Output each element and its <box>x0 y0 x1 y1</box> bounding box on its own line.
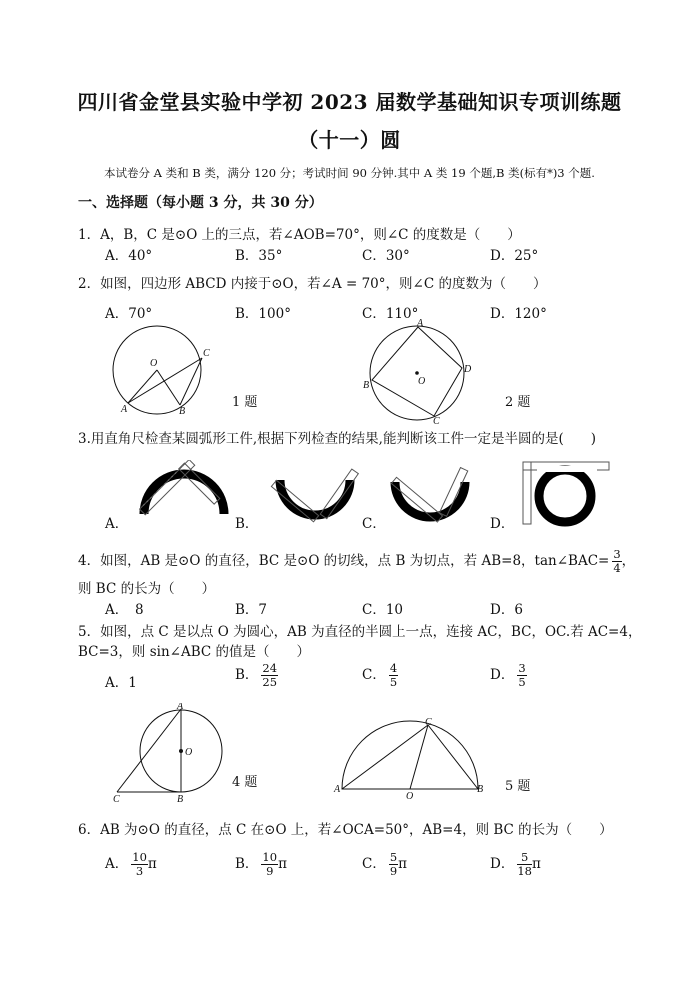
figure-4-caption: 4 题 <box>232 775 258 790</box>
q1-option-d: D．25° <box>490 248 539 264</box>
label-B: B <box>177 794 184 805</box>
q5-option-b: B． $\frac{24}{25}$ <box>235 661 278 689</box>
exam-note: 本试卷分 A 类和 B 类，满分 120 分；考试时间 90 分钟.其中 A 类 19 个题,B 类(标有*)3 个题. <box>104 166 595 180</box>
label-C: C <box>113 794 120 805</box>
fraction-tan: $\frac{3}{4}$ <box>613 547 621 575</box>
q6-option-c: C． $\frac{5}{9}$ π <box>362 850 408 878</box>
q6-option-d: D． $\frac{5}{18}$ π <box>490 850 541 878</box>
q6-option-b: B． $\frac{10}{9}$ π <box>235 850 287 878</box>
label-A: A <box>334 784 341 795</box>
q2-option-a: A．70° <box>105 306 153 322</box>
q5-option-a: A．1 <box>105 675 137 691</box>
q2-option-b: B．100° <box>235 306 291 322</box>
q3-option-d: D． <box>490 516 515 532</box>
figure-q3-b <box>260 460 360 530</box>
q3-option-b: B． <box>235 516 259 532</box>
question-2-stem: 2．如图，四边形 ABCD 内接于⊙O，若∠A = 70°，则∠C 的度数为（ ） <box>78 276 547 292</box>
q1-option-c: C．30° <box>362 248 410 264</box>
q4-option-b: B．7 <box>235 602 268 618</box>
question-4-stem: 4．如图，AB 是⊙O 的直径，BC 是⊙O 的切线，点 B 为切点，若 AB=8，tan∠BAC= $\frac{3}{4}$ ， <box>78 547 636 575</box>
question-5-stem: 5．如图，点 C 是以点 O 为圆心，AB 为直径的半圆上一点，连接 AC，BC，OC.若 AC=4， <box>78 624 642 640</box>
figure-5-caption: 5 题 <box>505 779 531 794</box>
page-subtitle: （十一）圆 <box>298 128 401 152</box>
label-O: O <box>418 376 426 387</box>
q4-option-a: A． 8 <box>105 602 144 618</box>
label-C: C <box>203 348 210 359</box>
q2-option-d: D．120° <box>490 306 547 322</box>
label-C: C <box>433 416 440 426</box>
label-B: B <box>179 406 186 417</box>
page-title: 四川省金堂县实验中学初 2023 届数学基础知识专项训练题 <box>77 90 622 114</box>
q5-option-c: C． $\frac{4}{5}$ <box>362 661 398 689</box>
label-A: A <box>121 404 128 415</box>
q5-option-d: D． $\frac{3}{5}$ <box>490 661 526 689</box>
label-B: B <box>477 784 484 795</box>
figure-q5 <box>330 715 500 805</box>
label-A: A <box>177 703 184 712</box>
q1-option-a: A．40° <box>105 248 153 264</box>
figure-q3-c <box>380 460 480 530</box>
q1-option-b: B．35° <box>235 248 283 264</box>
label-C: C <box>425 717 432 728</box>
question-4-stem-line2: 则 BC 的长为（ ） <box>78 581 216 597</box>
label-B: B <box>363 380 370 391</box>
q3-option-a: A． <box>105 516 129 532</box>
question-3-stem: 3.用直角尺检查某圆弧形工件,根据下列检查的结果,能判断该工件一定是半圆的是( ) <box>78 431 596 447</box>
q4-option-c: C．10 <box>362 602 404 618</box>
question-5-stem-line2: BC=3，则 sin∠ABC 的值是（ ） <box>78 644 310 660</box>
figure-q4 <box>105 703 235 805</box>
q4-option-d: D．6 <box>490 602 523 618</box>
label-D: D <box>464 364 472 375</box>
figure-q3-d <box>515 458 615 528</box>
figure-2-caption: 2 题 <box>505 395 531 410</box>
question-6-stem: 6．AB 为⊙O 的直径，点 C 在⊙O 上，若∠OCA=50°，AB=4，则 BC 的长为（ ） <box>78 822 613 838</box>
section-heading: 一、选择题（每小题 3 分，共 30 分） <box>78 195 323 211</box>
label-O: O <box>150 358 158 369</box>
figure-q2 <box>360 316 480 426</box>
question-1-stem: 1．A，B，C 是⊙O 上的三点，若∠AOB=70°，则∠C 的度数是（ ） <box>78 227 521 243</box>
label-A: A <box>417 318 424 329</box>
label-O: O <box>185 747 193 758</box>
q2-option-c: C．110° <box>362 306 419 322</box>
q3-option-c: C． <box>362 516 386 532</box>
figure-q3-a <box>130 460 230 520</box>
figure-q1 <box>105 325 215 420</box>
label-O: O <box>406 791 414 802</box>
q6-option-a: A． $\frac{10}{3}$ π <box>105 850 157 878</box>
figure-1-caption: 1 题 <box>232 395 258 410</box>
